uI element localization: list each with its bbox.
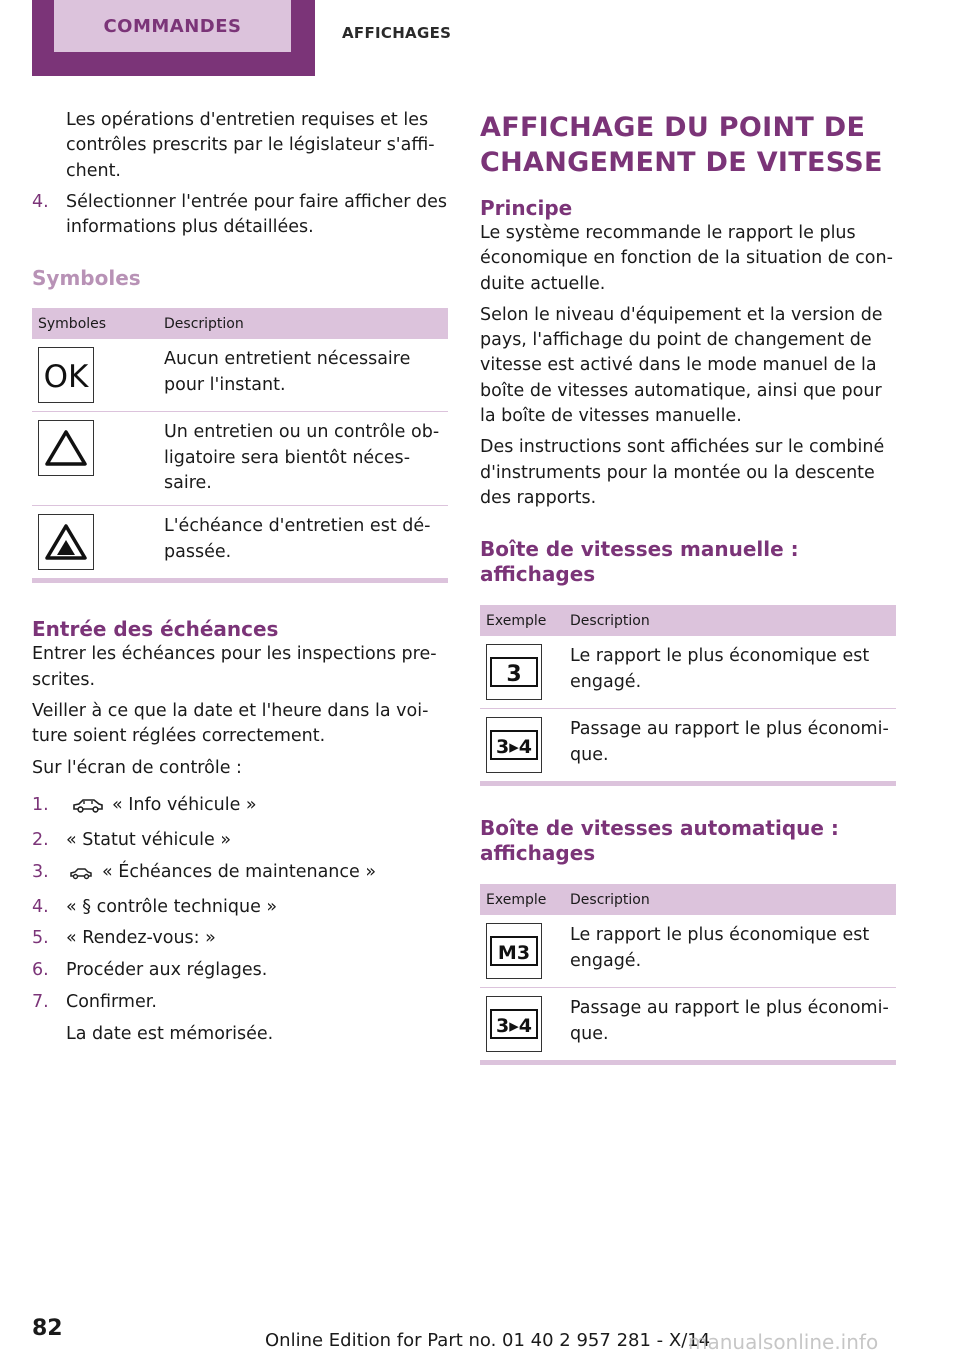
list-item bbox=[32, 990, 448, 1047]
manual-gear-table bbox=[480, 605, 896, 786]
description-cell: L'échéance d'entretien est dépassée. bbox=[156, 506, 448, 581]
auto-heading: Boîte de vitesses automatique : affichages bbox=[480, 816, 839, 866]
gear-label: M3 bbox=[497, 942, 531, 965]
auto-gear-table bbox=[480, 884, 896, 1065]
intro-text: Les opérations d'entretien requises et les contrôles prescrits par le législateur s'affichent. bbox=[66, 110, 435, 181]
list-item bbox=[32, 190, 448, 241]
car-icon bbox=[72, 796, 104, 821]
description-cell: Le rapport le plus économique est engagé. bbox=[562, 636, 896, 709]
list-item bbox=[32, 895, 448, 920]
symbols-heading: Symboles bbox=[32, 266, 141, 291]
step-number: 7. bbox=[32, 992, 49, 1013]
table-row bbox=[32, 339, 448, 412]
warning-triangle-outline-icon bbox=[38, 420, 94, 476]
step-text: « Échéances de maintenance » bbox=[102, 861, 377, 882]
principle-paragraph: Des instructions sont affichées sur le combiné d'instruments pour la montée ou la descente des rapports. bbox=[480, 437, 885, 508]
step-list-top bbox=[32, 190, 448, 241]
ok-icon bbox=[38, 347, 94, 403]
table-row bbox=[32, 506, 448, 581]
step-text: Confirmer. bbox=[66, 992, 157, 1013]
step-number: 3. bbox=[32, 861, 49, 882]
table-row bbox=[480, 636, 896, 709]
column-header: Symboles bbox=[32, 308, 156, 339]
page-number: 82 bbox=[32, 1316, 63, 1341]
step-number: 6. bbox=[32, 960, 49, 981]
list-item bbox=[32, 958, 448, 983]
watermark: manualsonline.info bbox=[688, 1330, 879, 1354]
step-number: 4. bbox=[32, 896, 49, 917]
principle-paragraph: Le système recommande le rapport le plus économique en fonction de la situation de conduite actuelle. bbox=[480, 223, 893, 294]
table-row bbox=[32, 412, 448, 506]
section-tab[interactable]: AFFICHAGES bbox=[342, 24, 452, 42]
warning-triangle-filled-icon bbox=[38, 514, 94, 570]
column-header: Description bbox=[562, 605, 896, 636]
table-row bbox=[480, 988, 896, 1063]
active-tab[interactable] bbox=[32, 0, 315, 76]
step-text: Sélectionner l'entrée pour faire afficher des informations plus détaillées. bbox=[66, 191, 447, 238]
step-text: Procéder aux réglages. bbox=[66, 960, 268, 981]
step-subtext: La date est mémorisée. bbox=[66, 1024, 274, 1045]
list-item bbox=[32, 793, 448, 821]
entries-paragraph: Sur l'écran de contrôle : bbox=[32, 757, 242, 778]
symbols-table bbox=[32, 308, 448, 583]
page-title: AFFICHAGE DU POINT DE CHANGEMENT DE VITESSE bbox=[480, 112, 883, 178]
principle-paragraph: Selon le niveau d'équipement et la version de pays, l'affichage du point de changement de vitesse est activé dans le mode manuel de la boîte de vitesses automatique, ainsi que pour la boîte de vitesses manuelle. bbox=[480, 304, 883, 427]
entries-paragraph: Entrer les échéances pour les inspections prescrites. bbox=[32, 644, 437, 690]
step-text: « § contrôle technique » bbox=[66, 896, 278, 917]
description-cell: Passage au rapport le plus économique. bbox=[562, 709, 896, 784]
step-number: 1. bbox=[32, 794, 49, 815]
gear-label: 3▸4 bbox=[496, 736, 532, 759]
edition-note: Online Edition for Part no. 01 40 2 957 281 - X/14 bbox=[265, 1330, 711, 1351]
description-cell: Un entretien ou un contrôle obligatoire sera bientôt nécessaire. bbox=[156, 412, 448, 506]
gear-3-icon bbox=[486, 644, 542, 700]
step-number: 4. bbox=[32, 191, 49, 212]
column-header: Exemple bbox=[480, 605, 562, 636]
gear-shift-up-icon bbox=[486, 996, 542, 1052]
step-text: « Info véhicule » bbox=[112, 794, 257, 815]
list-item bbox=[32, 860, 448, 888]
list-item bbox=[32, 926, 448, 951]
step-list bbox=[32, 793, 448, 1048]
entries-heading: Entrée des échéances bbox=[32, 617, 279, 642]
active-tab-label: COMMANDES bbox=[54, 0, 291, 52]
principle-heading: Principe bbox=[480, 196, 573, 220]
gear-m3-icon bbox=[486, 923, 542, 979]
column-header: Exemple bbox=[480, 884, 562, 915]
description-cell: Passage au rapport le plus économique. bbox=[562, 988, 896, 1063]
right-column bbox=[480, 108, 896, 1065]
left-column bbox=[32, 108, 448, 1054]
gear-shift-up-icon bbox=[486, 717, 542, 773]
manual-heading: Boîte de vitesses manuelle : affichages bbox=[480, 537, 799, 587]
table-row bbox=[480, 709, 896, 784]
step-text: « Statut véhicule » bbox=[66, 829, 232, 850]
entries-paragraph: Veiller à ce que la date et l'heure dans la voiture soient réglées correctement. bbox=[32, 700, 429, 747]
gear-label: 3 bbox=[506, 662, 522, 688]
step-number: 5. bbox=[32, 928, 49, 949]
table-row bbox=[480, 915, 896, 988]
gear-label: 3▸4 bbox=[496, 1015, 532, 1038]
step-text: « Rendez-vous: » bbox=[66, 928, 216, 949]
column-header: Description bbox=[156, 308, 448, 339]
column-header: Description bbox=[562, 884, 896, 915]
step-number: 2. bbox=[32, 829, 49, 850]
svg-text:OK: OK bbox=[43, 359, 89, 396]
car-wrench-icon bbox=[70, 863, 92, 888]
description-cell: Le rapport le plus économique est engagé. bbox=[562, 915, 896, 988]
description-cell: Aucun entretient nécessaire pour l'instant. bbox=[156, 339, 448, 412]
list-item bbox=[32, 828, 448, 853]
